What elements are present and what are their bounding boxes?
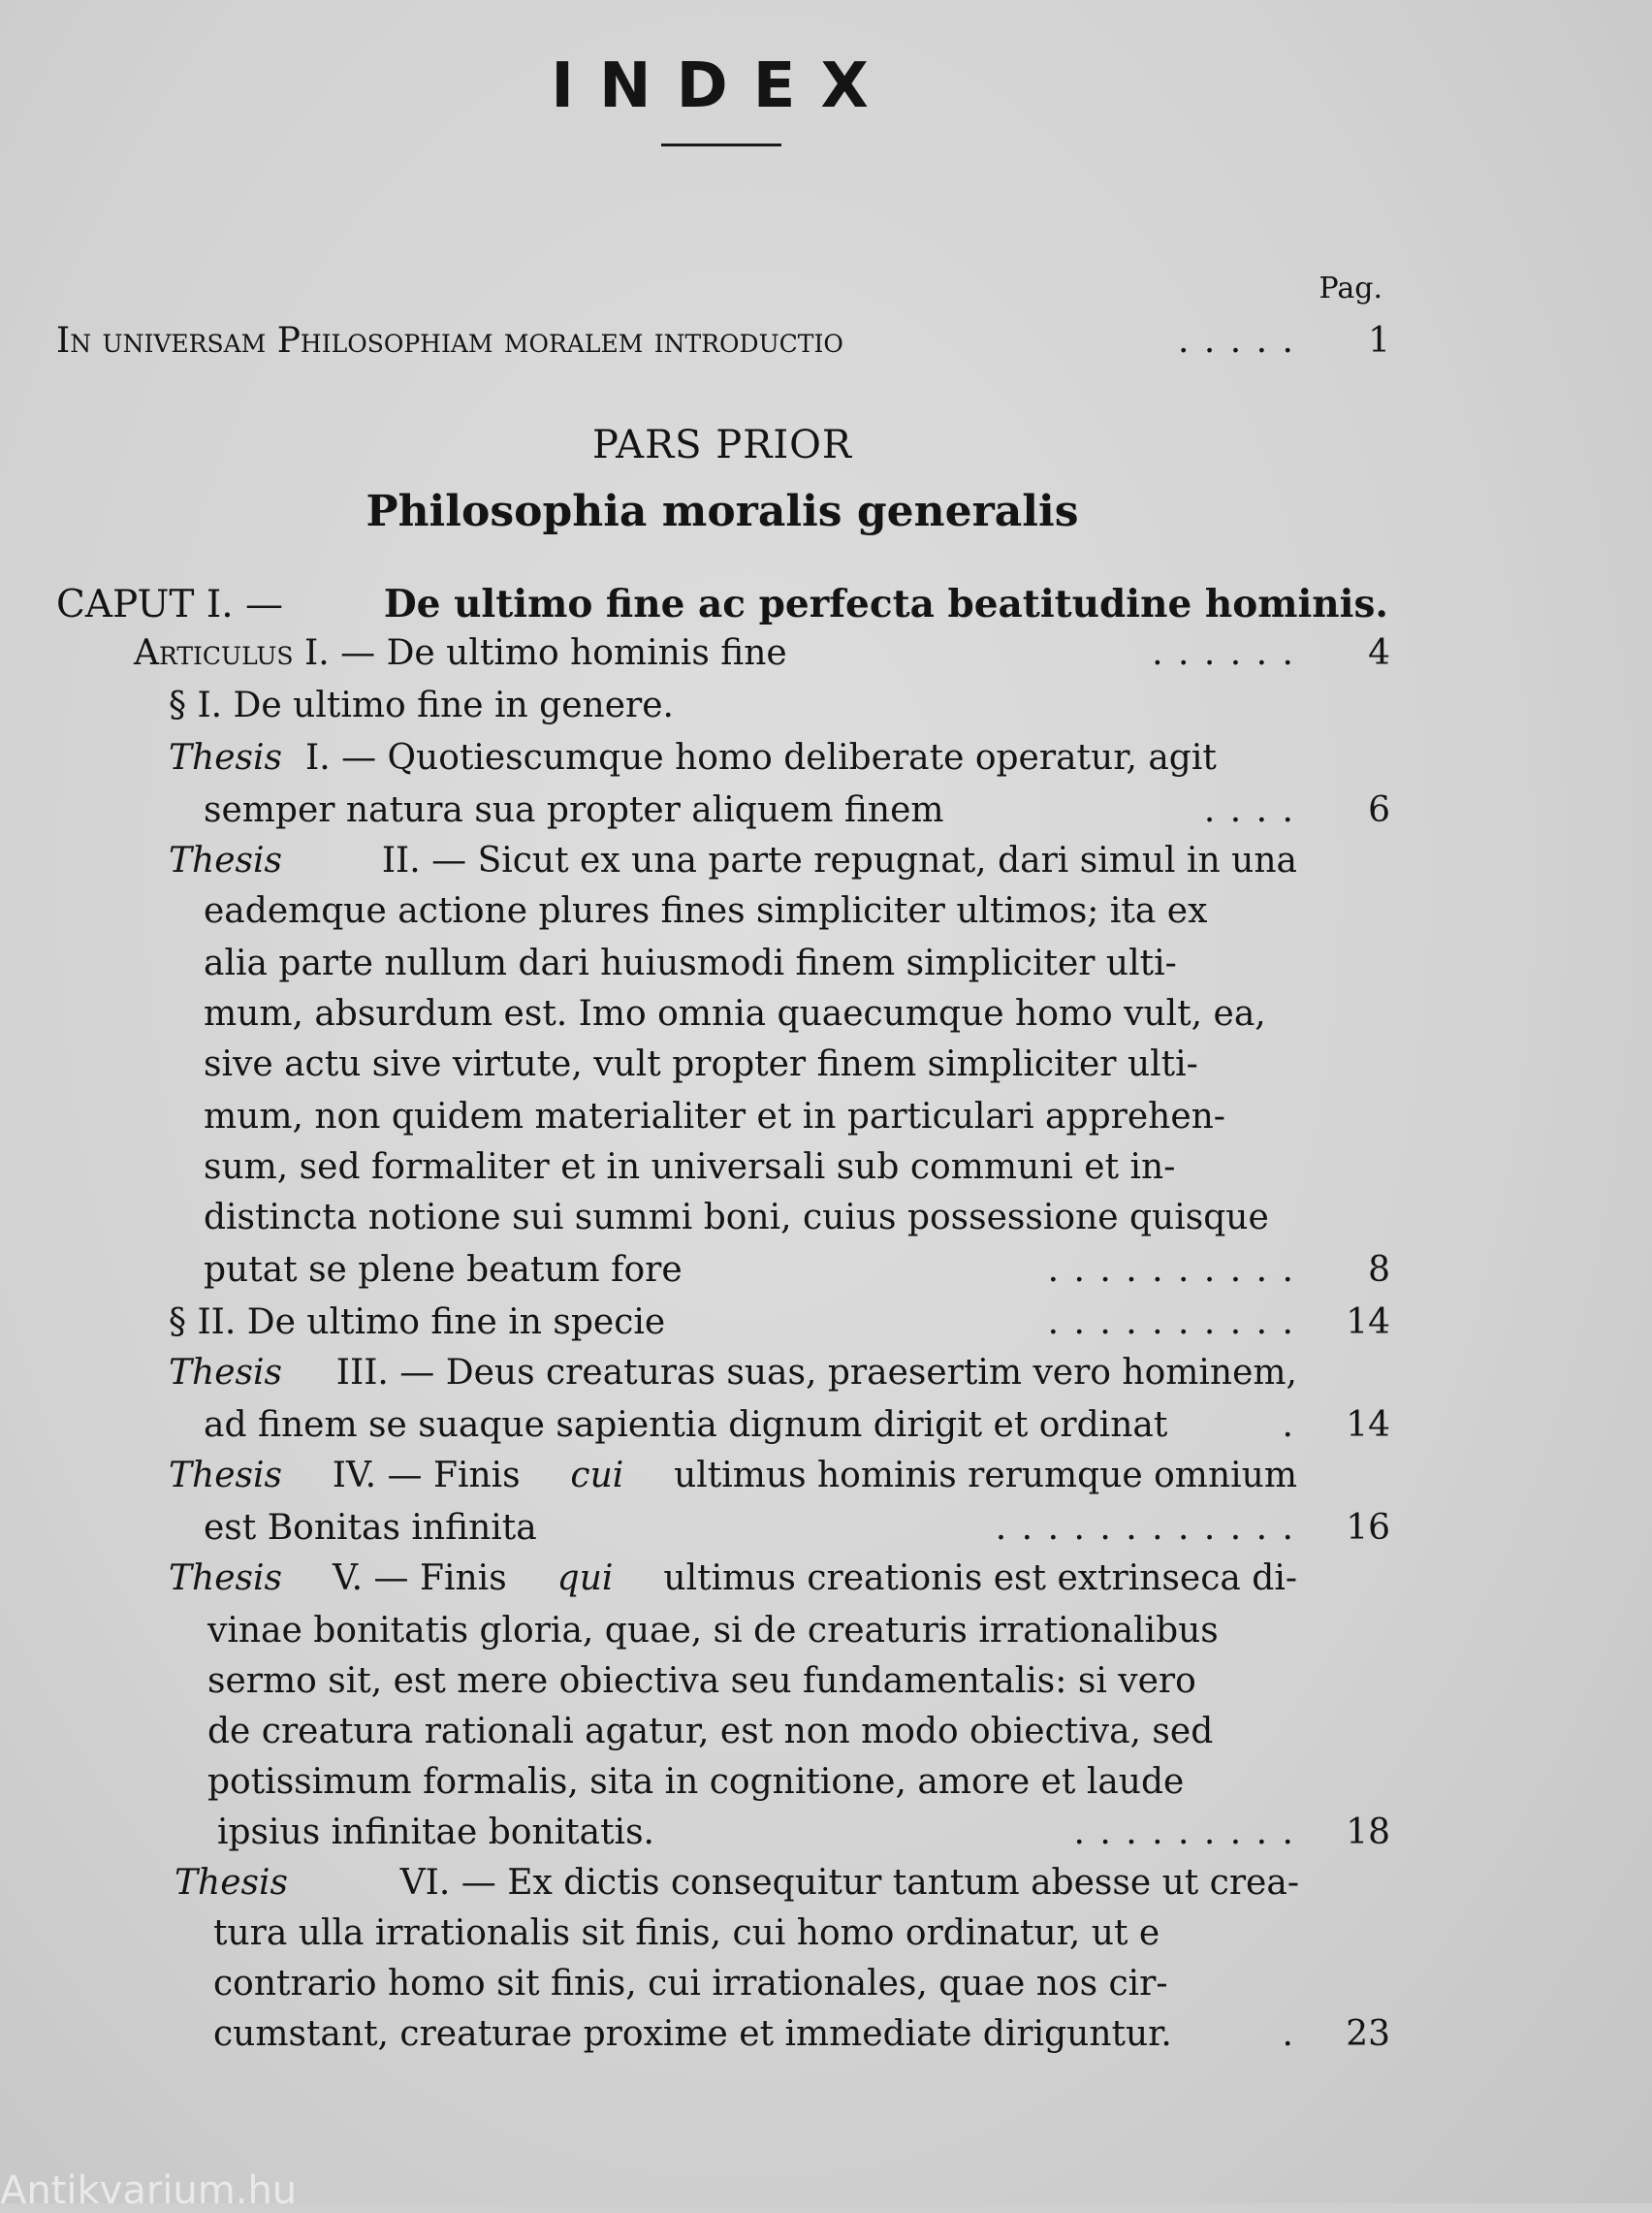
- chapter-label: CAPUT I. —: [56, 583, 284, 626]
- toc-entry-section: [169, 1302, 1295, 1342]
- thesis-text: ultimus creationis est extrinseca di-: [663, 1558, 1297, 1598]
- page-number: 16: [1346, 1508, 1390, 1548]
- page-column-header: Pag.: [1318, 272, 1382, 305]
- thesis-label: Thesis: [169, 1456, 282, 1495]
- thesis-text: putat se plene beatum fore: [204, 1250, 683, 1290]
- leader-dots: . . . . .: [1178, 321, 1295, 361]
- thesis-line: tura ulla irrationalis sit finis, cui homo ordinatur, ut e: [213, 1913, 1160, 1953]
- page-number: 14: [1346, 1302, 1390, 1342]
- leader-dots: . . . . . . . . .: [1073, 1812, 1295, 1852]
- leader-dots: . . . .: [1203, 790, 1295, 830]
- leader-dots: . . . . . . . . . .: [1047, 1250, 1295, 1290]
- thesis-line: [204, 1405, 1295, 1445]
- thesis-line: sermo sit, est mere obiectiva seu fundamentalis: si vero: [207, 1661, 1196, 1701]
- thesis-italic-word: cui: [570, 1456, 624, 1495]
- thesis-line: mum, absurdum est. Imo omnia quaecumque homo vult, ea,: [204, 994, 1266, 1034]
- thesis-line: [169, 841, 1297, 881]
- thesis-label: Thesis: [169, 738, 282, 778]
- thesis-line: de creatura rationali agatur, est non modo obiectiva, sed: [207, 1712, 1214, 1751]
- thesis-text: cumstant, creaturae proxime et immediate diriguntur.: [213, 2014, 1172, 2054]
- page-title: INDEX: [551, 50, 894, 122]
- thesis-text: est Bonitas infinita: [204, 1508, 537, 1548]
- thesis-line: [169, 1456, 1297, 1495]
- articulus-title: I. — De ultimo hominis fine: [304, 633, 787, 673]
- thesis-line: eademque actione plures fines simpliciter ultimos; ita ex: [204, 891, 1208, 931]
- thesis-line: [213, 2014, 1295, 2054]
- leader-dots: . . . . . . . . . . . .: [995, 1508, 1295, 1548]
- part-title: Philosophia moralis generalis: [365, 487, 1079, 536]
- thesis-text: semper natura sua propter aliquem finem: [204, 790, 944, 830]
- thesis-text: ipsius infinitae bonitatis.: [217, 1812, 654, 1852]
- thesis-line: [169, 738, 1297, 778]
- leader-dots: .: [1282, 1405, 1295, 1445]
- thesis-label: Thesis: [175, 1863, 288, 1903]
- title-underline: [661, 144, 781, 146]
- thesis-line: mum, non quidem materialiter et in particulari apprehen-: [204, 1097, 1225, 1137]
- thesis-text: VI. — Ex dictis consequitur tantum abesse ut crea-: [399, 1863, 1299, 1903]
- thesis-text: ultimus hominis rerumque omnium: [674, 1456, 1297, 1495]
- section-heading: § II. De ultimo fine in specie: [169, 1302, 666, 1342]
- toc-entry-articulus: [134, 633, 1295, 673]
- thesis-label: Thesis: [169, 1558, 282, 1598]
- thesis-line: [217, 1812, 1295, 1852]
- page-number: 8: [1368, 1250, 1390, 1290]
- thesis-text: II. — Sicut ex una parte repugnat, dari simul in una: [381, 841, 1297, 881]
- thesis-text: V. — Finis: [332, 1558, 507, 1598]
- chapter-title: De ultimo fine ac perfecta beatitudine hominis.: [383, 582, 1388, 626]
- thesis-line: sive actu sive virtute, vult propter finem simpliciter ulti-: [204, 1044, 1198, 1084]
- thesis-line: vinae bonitatis gloria, quae, si de creaturis irrationalibus: [207, 1611, 1219, 1651]
- entry-text: In universam Philosophiam moralem introductio: [56, 321, 843, 361]
- articulus-label: Articulus: [134, 633, 294, 673]
- chapter-heading: [56, 582, 1388, 626]
- thesis-line: potissimum formalis, sita in cognitione, amore et laude: [207, 1762, 1185, 1802]
- page-number: 18: [1346, 1812, 1390, 1852]
- thesis-line: [204, 1508, 1295, 1548]
- page-number: 14: [1346, 1405, 1390, 1445]
- thesis-line: [175, 1863, 1299, 1903]
- leader-dots: .: [1282, 2014, 1295, 2054]
- page-number: 6: [1368, 790, 1390, 830]
- page-number: 4: [1368, 633, 1390, 673]
- thesis-line: sum, sed formaliter et in universali sub communi et in-: [204, 1147, 1176, 1187]
- toc-entry-introductio: [56, 321, 1295, 361]
- watermark: Antikvarium.hu: [0, 2168, 298, 2213]
- thesis-text: IV. — Finis: [332, 1456, 521, 1495]
- page-number: 1: [1368, 321, 1390, 361]
- thesis-label: Thesis: [169, 841, 282, 881]
- thesis-line: distincta notione sui summi boni, cuius possessione quisque: [204, 1198, 1269, 1237]
- thesis-text: I. — Quotiescumque homo deliberate operatur, agit: [304, 738, 1217, 778]
- part-heading: PARS PRIOR: [591, 423, 853, 467]
- leader-dots: . . . . . . . . . .: [1047, 1302, 1295, 1342]
- thesis-line: [204, 1250, 1295, 1290]
- thesis-line: [169, 1558, 1297, 1598]
- thesis-label: Thesis: [169, 1353, 282, 1393]
- thesis-italic-word: qui: [556, 1558, 614, 1598]
- leader-dots: . . . . . .: [1152, 633, 1295, 673]
- thesis-line: contrario homo sit finis, cui irrationales, quae nos cir-: [213, 1964, 1168, 2004]
- thesis-text: III. — Deus creaturas suas, praesertim vero hominem,: [335, 1353, 1297, 1393]
- thesis-text: ad finem se suaque sapientia dignum dirigit et ordinat: [204, 1405, 1168, 1445]
- section-heading: § I. De ultimo fine in genere.: [169, 686, 674, 725]
- thesis-line: [169, 1353, 1297, 1393]
- page-number: 23: [1346, 2014, 1390, 2054]
- thesis-line: alia parte nullum dari huiusmodi finem simpliciter ulti-: [204, 944, 1177, 983]
- thesis-line: [204, 790, 1295, 830]
